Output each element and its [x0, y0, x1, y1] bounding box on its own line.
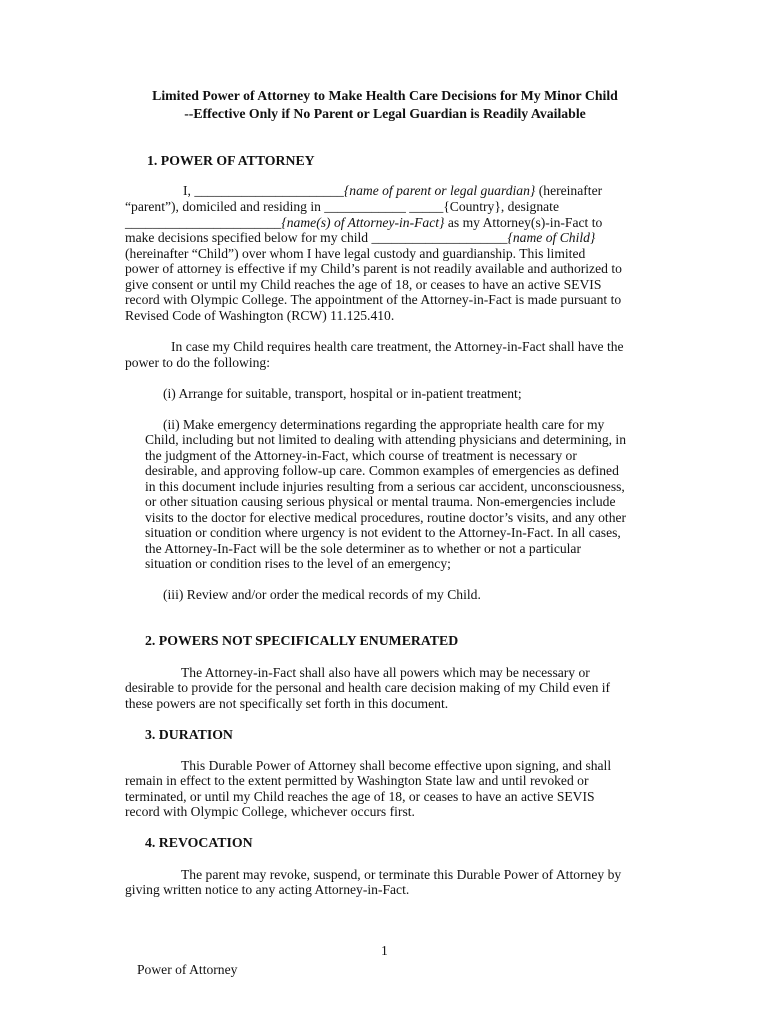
page-footer: Power of Attorney	[137, 962, 238, 977]
section-3-heading: 3. DURATION	[145, 727, 233, 742]
list-item-3: (iii) Review and/or order the medical records of my Child.	[163, 587, 481, 602]
paragraph-line	[125, 230, 595, 246]
document-title-line-1: Limited Power of Attorney to Make Health Care Decisions for My Minor Child	[152, 88, 618, 103]
placeholder-parent-name: {name of parent or legal guardian}	[343, 183, 536, 198]
paragraph-line: situation or condition rises to the level of an emergency;	[145, 556, 451, 571]
paragraph-line: the judgment of the Attorney-in-Fact, which course of treatment is necessary or	[145, 448, 577, 463]
paragraph-line: (ii) Make emergency determinations regarding the appropriate health care for my	[163, 417, 605, 432]
paragraph-line: Revised Code of Washington (RCW) 11.125.410.	[125, 308, 395, 323]
line-text: _______________________	[125, 215, 282, 230]
document-title-line-2: --Effective Only if No Parent or Legal Guardian is Readily Available	[184, 106, 586, 121]
line-text: I, ______________________	[183, 183, 344, 198]
paragraph-line: The Attorney-in-Fact shall also have all powers which may be necessary or	[181, 665, 590, 680]
section-4-heading: 4. REVOCATION	[145, 835, 253, 850]
paragraph-line: desirable, and approving follow-up care. Common examples of emergencies as defined	[145, 463, 619, 478]
page-number: 1	[381, 943, 388, 958]
line-text: make decisions specified below for my child ____________________	[125, 230, 508, 245]
section-1-heading: 1. POWER OF ATTORNEY	[147, 153, 315, 168]
paragraph-line: This Durable Power of Attorney shall become effective upon signing, and shall	[181, 758, 612, 773]
paragraph-line: The parent may revoke, suspend, or terminate this Durable Power of Attorney by	[181, 867, 622, 882]
line-text: “parent”), domiciled and residing in ____________ _____{Country}, designate	[125, 199, 559, 214]
paragraph-line	[125, 199, 559, 215]
paragraph-line: visits to the doctor for elective medical procedures, routine doctor’s visits, and any other	[145, 510, 627, 525]
placeholder-attorney-name: {name(s) of Attorney-in-Fact}	[281, 215, 445, 230]
paragraph-line: power of attorney is effective if my Child’s parent is not readily available and authorized to	[125, 261, 622, 276]
paragraph-line: remain in effect to the extent permitted by Washington State law and until revoked or	[125, 773, 589, 788]
placeholder-child-name: {name of Child}	[507, 230, 596, 245]
paragraph-line: In case my Child requires health care treatment, the Attorney-in-Fact shall have the	[171, 339, 624, 354]
paragraph-line: terminated, or until my Child reaches the age of 18, or ceases to have an active SEVIS	[125, 789, 595, 804]
paragraph-line: give consent or until my Child reaches the age of 18, or ceases to have an active SEVIS	[125, 277, 602, 292]
paragraph-line: (hereinafter “Child”) over whom I have legal custody and guardianship. This limited	[125, 246, 586, 261]
paragraph-line	[125, 215, 602, 231]
paragraph-line: situation or condition where urgency is not evident to the Attorney-In-Fact. In all cases,	[145, 525, 621, 540]
paragraph-line: the Attorney-In-Fact will be the sole determiner as to whether or not a particular	[145, 541, 581, 556]
paragraph-line	[183, 183, 602, 199]
line-text: as my Attorney(s)-in-Fact to	[444, 215, 603, 230]
line-text: (hereinafter	[535, 183, 603, 198]
paragraph-line: desirable to provide for the personal and health care decision making of my Child even if	[125, 680, 611, 695]
list-item-1: (i) Arrange for suitable, transport, hospital or in-patient treatment;	[163, 386, 522, 401]
paragraph-line: record with Olympic College, whichever occurs first.	[125, 804, 415, 819]
paragraph-line: record with Olympic College. The appointment of the Attorney-in-Fact is made pursuant to	[125, 292, 622, 307]
section-2-heading: 2. POWERS NOT SPECIFICALLY ENUMERATED	[145, 633, 459, 648]
paragraph-line: or other situation causing serious physical or mental trauma. Non-emergencies include	[145, 494, 616, 509]
paragraph-line: giving written notice to any acting Attorney-in-Fact.	[125, 882, 410, 897]
paragraph-line: these powers are not specifically set forth in this document.	[125, 696, 449, 711]
paragraph-line: Child, including but not limited to dealing with attending physicians and determining, in	[145, 432, 627, 447]
paragraph-line: in this document include injuries resulting from a serious car accident, unconsciousness,	[145, 479, 625, 494]
paragraph-line: power to do the following:	[125, 355, 270, 370]
